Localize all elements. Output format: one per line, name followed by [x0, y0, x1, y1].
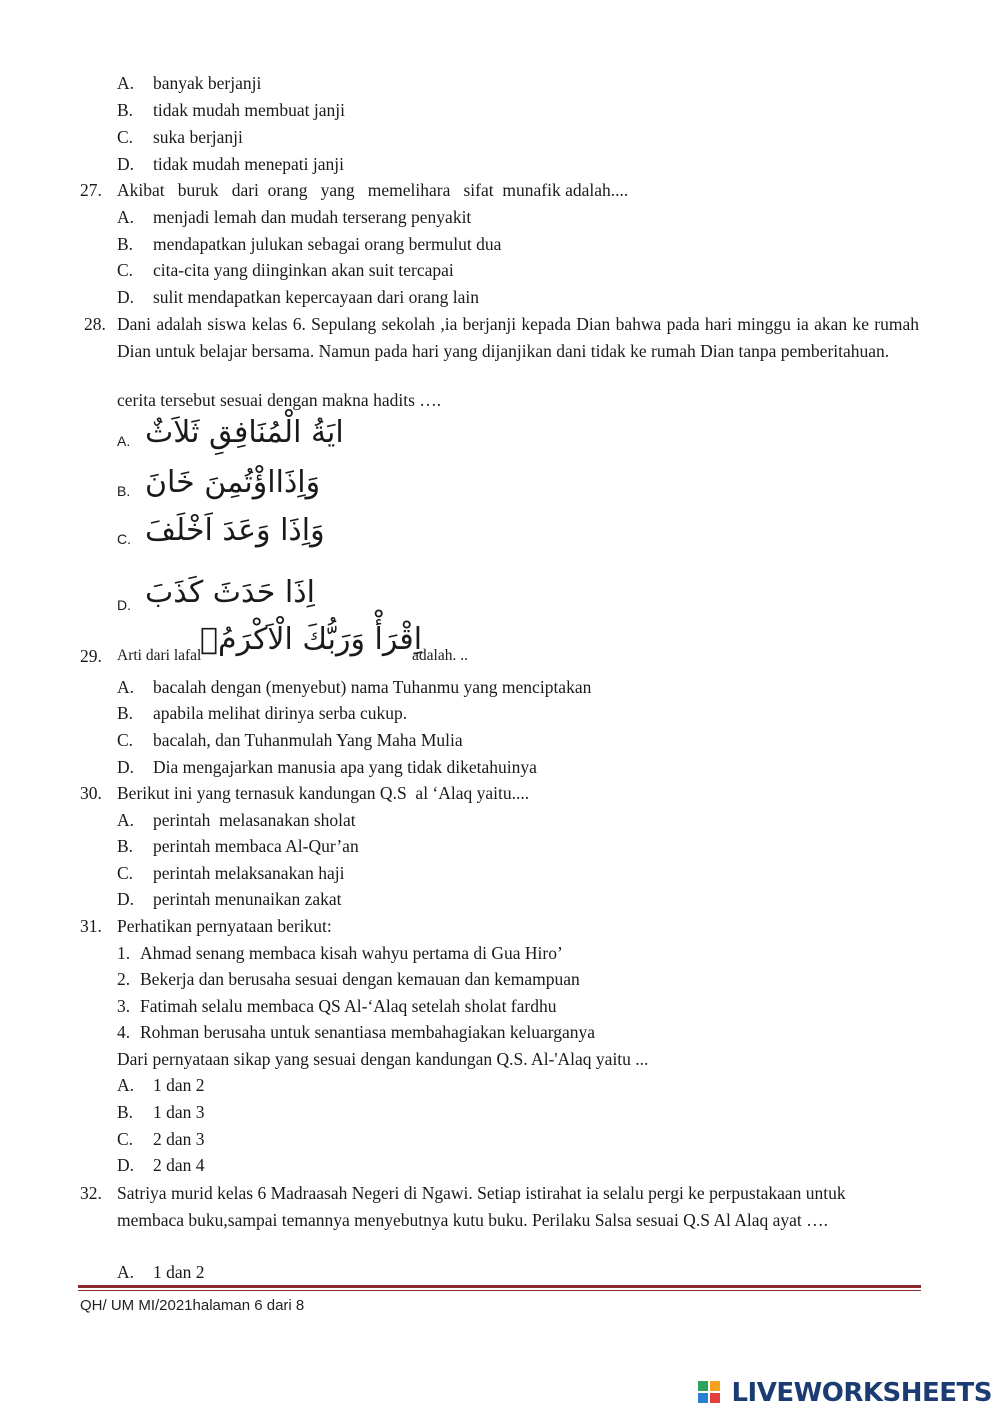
liveworksheets-brand[interactable]: LIVEWORKSHEETS: [731, 1378, 992, 1408]
q26-option-d: D. tidak mudah menepati janji: [117, 154, 344, 174]
q29-arabic: اِقْرَأْ وَرَبُّكَ الْاَكْرَمُۙ: [200, 622, 423, 657]
q28-number: 28.: [84, 314, 106, 334]
q29-suffix: adalah. ..: [412, 647, 468, 664]
q31-statement-4: 4. Rohman berusaha untuk senantiasa membahagiakan keluarganya: [117, 1022, 596, 1042]
q27-option-d: D. sulit mendapatkan kepercayaan dari orang lain: [117, 287, 480, 307]
q27-option-b: B. mendapatkan julukan sebagai orang bermulut dua: [117, 234, 502, 254]
q29-option-a: A. bacalah dengan (menyebut) nama Tuhanmu yang menciptakan: [117, 677, 592, 697]
q31-option-d: D. 2 dan 4: [117, 1155, 205, 1175]
q30-question: Berikut ini yang ternasuk kandungan Q.S al ‘Alaq yaitu....: [117, 783, 530, 803]
q28-option-b-letter: B.: [117, 483, 131, 499]
q27-question: Akibat buruk dari orang yang memelihara sifat munafik adalah....: [117, 180, 629, 200]
q30-number: 30.: [80, 783, 102, 803]
q28-option-d-letter: D.: [117, 597, 131, 613]
q29-option-d: D. Dia mengajarkan manusia apa yang tidak diketahuinya: [117, 757, 537, 777]
q26-option-c: C. suka berjanji: [117, 127, 243, 147]
q29-option-c: C. bacalah, dan Tuhanmulah Yang Maha Mulia: [117, 730, 463, 750]
footer-page-info: QH/ UM MI/2021halaman 6 dari 8: [80, 1297, 305, 1314]
q27-number: 27.: [80, 180, 102, 200]
q28-option-a-arabic: ايَةُ الْمُنَافِقِ ثَلاَثٌ: [145, 415, 344, 450]
q30-option-a: A. perintah melasanakan sholat: [117, 810, 356, 830]
q26-option-a: A. banyak berjanji: [117, 73, 262, 93]
q27-option-c: C. cita-cita yang diinginkan akan suit tercapai: [117, 260, 454, 280]
liveworksheets-logo-icon: [698, 1381, 720, 1403]
q28-question: Dani adalah siswa kelas 6. Sepulang sekolah ,ia berjanji kepada Dian bahwa pada hari minggu ia akan ke rumah Dian untuk belajar bersama. Namun pada hari yang dijanjikan dani tidak ke rumah Dian tanpa pemberitahuan.: [117, 314, 919, 361]
q27-option-a: A. menjadi lemah dan mudah terserang penyakit: [117, 207, 472, 227]
q28-prompt: cerita tersebut sesuai dengan makna hadits ….: [117, 390, 442, 410]
q31-number: 31.: [80, 916, 102, 936]
q29-prefix: Arti dari lafal: [117, 647, 202, 664]
q31-statement-3: 3. Fatimah selalu membaca QS Al-‘Alaq setelah sholat fardhu: [117, 996, 557, 1016]
q30-option-b: B. perintah membaca Al-Qur’an: [117, 836, 359, 856]
q31-option-b: B. 1 dan 3: [117, 1102, 205, 1122]
q28-option-a-letter: A.: [117, 433, 131, 449]
q32-option-a: A. 1 dan 2: [117, 1262, 205, 1282]
q32-question: Satriya murid kelas 6 Madraasah Negeri di Ngawi. Setiap istirahat ia selalu pergi ke perpustakaan untuk membaca buku,sampai temannya menyebutnya kutu buku. Perilaku Salsa sesuai Q.S Al Alaq ayat ….: [117, 1183, 846, 1230]
q31-option-c: C. 2 dan 3: [117, 1129, 205, 1149]
q31-statement-2: 2. Bekerja dan berusaha sesuai dengan kemauan dan kemampuan: [117, 969, 580, 989]
q29-number: 29.: [80, 646, 102, 666]
q28-option-d-arabic: اِذَا حَدَثَ كَذَبَ: [145, 575, 315, 610]
q28-option-b-arabic: وَاِذَااؤْتُمِنَ خَانَ: [145, 465, 321, 500]
q30-option-d: D. perintah menunaikan zakat: [117, 889, 342, 909]
q31-subquestion: Dari pernyataan sikap yang sesuai dengan kandungan Q.S. Al-'Alaq yaitu ...: [117, 1049, 649, 1069]
q32-number: 32.: [80, 1183, 102, 1203]
q28-option-c-letter: C.: [117, 531, 131, 547]
q31-option-a: A. 1 dan 2: [117, 1075, 205, 1095]
q26-option-b: B. tidak mudah membuat janji: [117, 100, 345, 120]
footer-rule-thick: [78, 1285, 921, 1288]
q30-option-c: C. perintah melaksanakan haji: [117, 863, 345, 883]
q29-option-b: B. apabila melihat dirinya serba cukup.: [117, 703, 408, 723]
q31-question: Perhatikan pernyataan berikut:: [117, 916, 332, 936]
q28-option-c-arabic: وَاِذَا وَعَدَ اَخْلَفَ: [145, 513, 325, 548]
footer-rule-thin: [78, 1290, 921, 1291]
q31-statement-1: 1. Ahmad senang membaca kisah wahyu pertama di Gua Hiro’: [117, 943, 563, 963]
